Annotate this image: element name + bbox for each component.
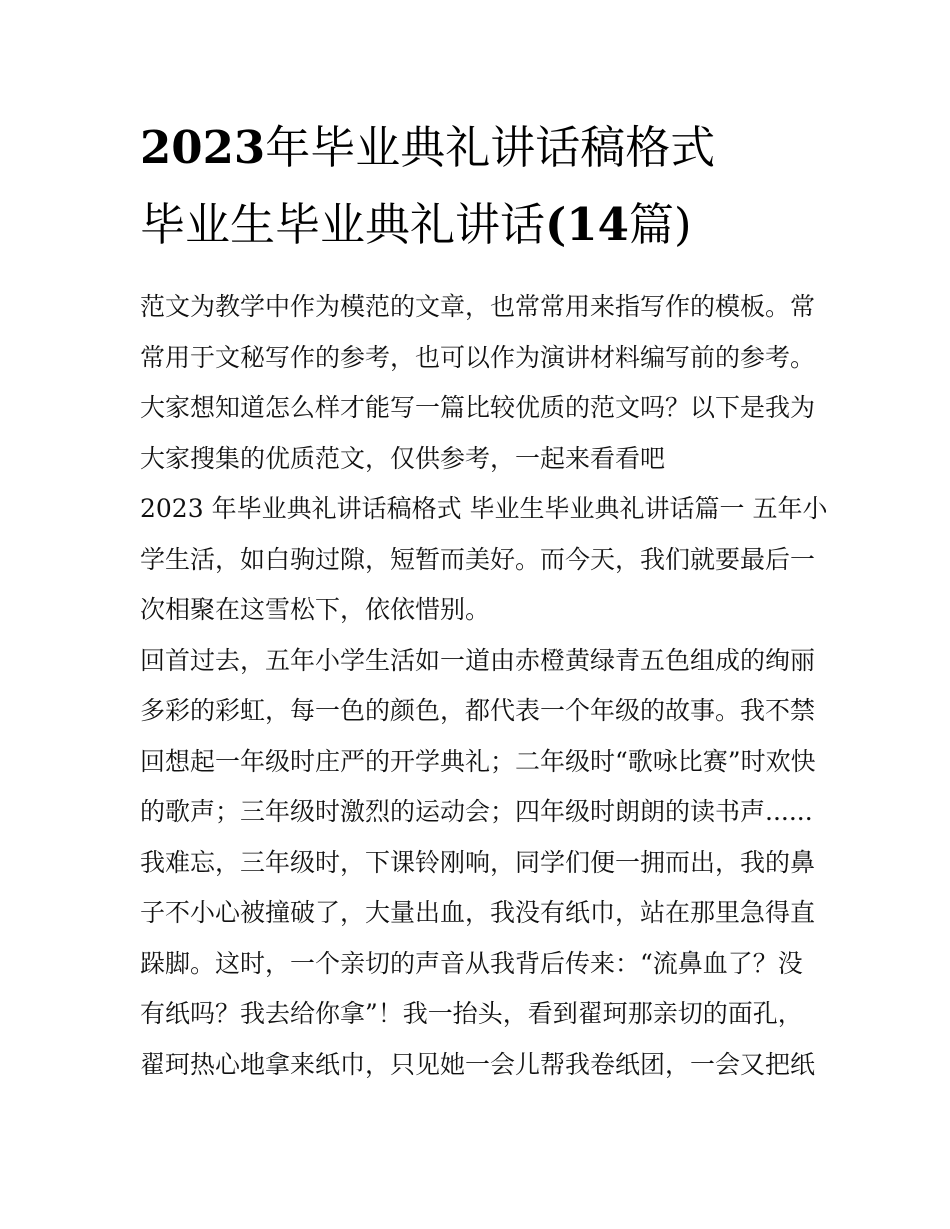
body-line: 大家搜集的优质范文，仅供参考，一起来看看吧 — [140, 443, 666, 473]
body-line: 有纸吗？我去给你拿”！我一抬头，看到翟珂那亲切的面孔， — [140, 999, 803, 1028]
body-line: 跺脚。这时，一个亲切的声音从我背后传来：“流鼻血了？没 — [140, 948, 803, 978]
body-line: 翟珂热心地拿来纸巾，只见她一会儿帮我卷纸团，一会又把纸 — [140, 1049, 816, 1079]
body-line: 回想起一年级时庄严的开学典礼；二年级时“歌咏比赛”时欢快 — [140, 746, 816, 776]
body-line: 的歌声；三年级时激烈的运动会；四年级时朗朗的读书声...... — [140, 797, 813, 826]
body-line: 子不小心被撞破了，大量出血，我没有纸巾，站在那里急得直 — [140, 898, 816, 927]
body-line: 2023 年毕业典礼讲话稿格式 毕业生毕业典礼讲话篇一 五年小 — [140, 494, 828, 523]
title-line-1-text: 年毕业典礼讲话稿格式 — [265, 121, 716, 174]
document-body — [140, 282, 828, 1090]
body-line: 多彩的彩虹，每一色的颜色，都代表一个年级的故事。我不禁 — [140, 696, 816, 725]
body-line: 范文为教学中作为模范的文章，也常常用来指写作的模板。常 — [140, 292, 816, 321]
body-line: 我难忘，三年级时，下课铃刚响，同学们便一拥而出，我的鼻 — [140, 847, 816, 877]
body-line: 学生活，如白驹过隙，短暂而美好。而今天，我们就要最后一 — [140, 544, 816, 574]
document-title-line-1 — [140, 120, 840, 176]
title-year: 2023 — [140, 121, 266, 174]
body-line: 常用于文秘写作的参考，也可以作为演讲材料编写前的参考。 — [140, 342, 816, 372]
title-line-2-text: 毕业生毕业典礼讲话 — [140, 198, 546, 251]
title-line-2-tail: 篇) — [628, 198, 692, 251]
document-title-line-2 — [140, 197, 840, 253]
body-line: 次相聚在这雪松下，依依惜别。 — [140, 595, 491, 624]
body-line: 大家想知道怎么样才能写一篇比较优质的范文吗？以下是我为 — [140, 393, 816, 422]
body-line: 回首过去，五年小学生活如一道由赤橙黄绿青五色组成的绚丽 — [140, 645, 816, 675]
title-count: (14 — [545, 198, 629, 251]
